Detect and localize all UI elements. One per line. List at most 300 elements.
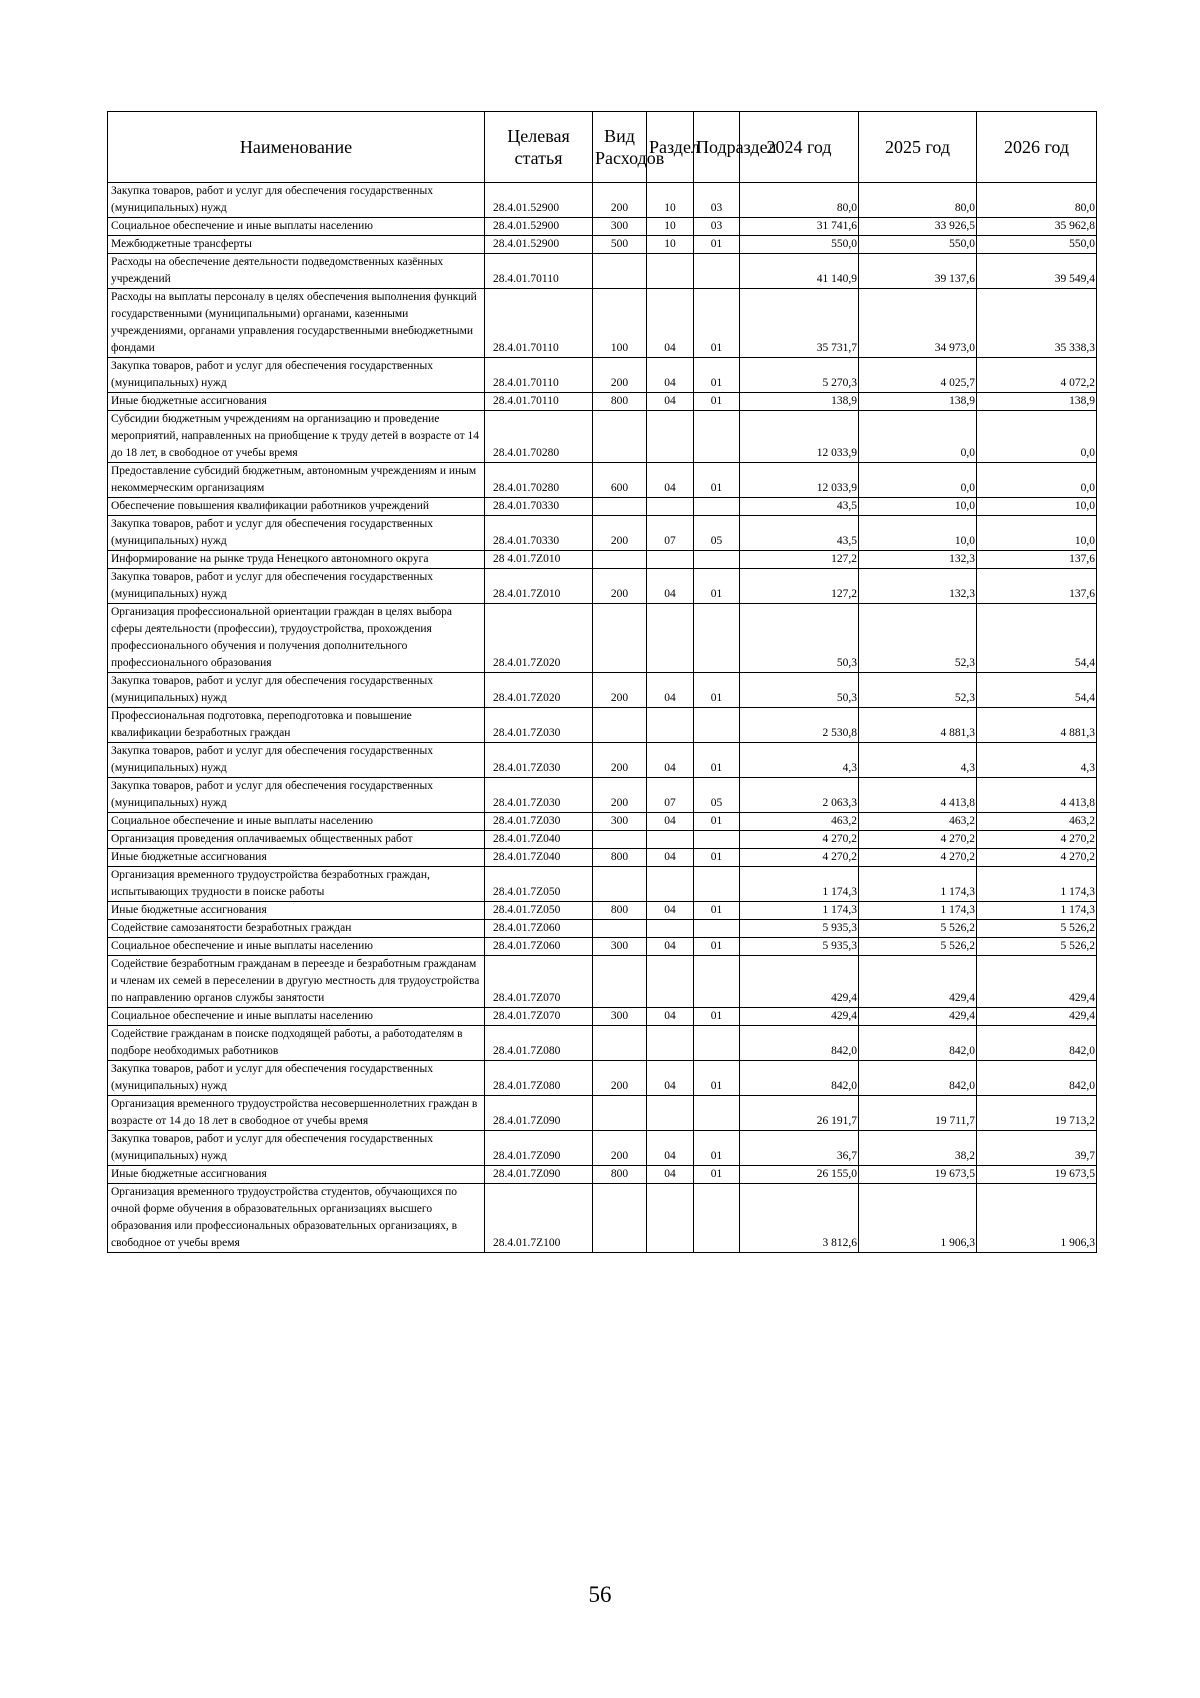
page-number: 56 [588,1582,612,1607]
cell-2024: 1 174,3 [740,867,859,902]
cell-name: Расходы на обеспечение деятельности подведомственных казённых учреждений [108,254,485,289]
cell-section: 04 [647,569,694,604]
cell-target: 28.4.01.70330 [485,498,593,516]
table-row [108,1008,1097,1026]
cell-name: Информирование на рынке труда Ненецкого автономного округа [108,551,485,569]
header-2025: 2025 год [859,112,977,183]
cell-2026: 4 270,2 [977,831,1097,849]
cell-2026: 39,7 [977,1131,1097,1166]
cell-section: 04 [647,1131,694,1166]
cell-name: Организация проведения оплачиваемых общественных работ [108,831,485,849]
cell-2024: 5 270,3 [740,358,859,393]
cell-subsection [694,920,740,938]
cell-kind [593,708,647,743]
cell-name: Содействие гражданам в поиске подходящей работы, а работодателям в подборе необходимых работников [108,1026,485,1061]
cell-kind [593,1184,647,1253]
cell-2024: 2 063,3 [740,778,859,813]
cell-name: Закупка товаров, работ и услуг для обеспечения государственных (муниципальных) нужд [108,183,485,218]
table-row [108,254,1097,289]
cell-name: Социальное обеспечение и иные выплаты населению [108,218,485,236]
cell-section [647,867,694,902]
cell-kind: 800 [593,849,647,867]
cell-2026: 137,6 [977,551,1097,569]
cell-section: 04 [647,938,694,956]
cell-target: 28.4.01.7Z100 [485,1184,593,1253]
cell-name: Закупка товаров, работ и услуг для обеспечения государственных (муниципальных) нужд [108,673,485,708]
cell-2024: 12 033,9 [740,411,859,463]
cell-2025: 5 526,2 [859,938,977,956]
cell-subsection: 01 [694,1166,740,1184]
table-row [108,289,1097,358]
cell-2026: 4 413,8 [977,778,1097,813]
cell-kind: 500 [593,236,647,254]
cell-subsection [694,867,740,902]
table-row [108,708,1097,743]
cell-2025: 38,2 [859,1131,977,1166]
cell-subsection [694,1096,740,1131]
cell-2026: 1 174,3 [977,902,1097,920]
cell-section [647,831,694,849]
cell-name: Субсидии бюджетным учреждениям на организацию и проведение мероприятий, направленных на приобщение к труду детей в возрасте от 14 до 18 лет, в свободное от учебы время [108,411,485,463]
cell-subsection [694,1184,740,1253]
cell-2025: 0,0 [859,411,977,463]
cell-2024: 41 140,9 [740,254,859,289]
cell-kind: 800 [593,902,647,920]
cell-section: 07 [647,516,694,551]
cell-subsection: 01 [694,673,740,708]
cell-2026: 35 962,8 [977,218,1097,236]
cell-section: 04 [647,849,694,867]
cell-target: 28.4.01.7Z070 [485,956,593,1008]
table-row [108,813,1097,831]
table-row [108,358,1097,393]
cell-2024: 26 191,7 [740,1096,859,1131]
cell-kind [593,604,647,673]
cell-name: Закупка товаров, работ и услуг для обеспечения государственных (муниципальных) нужд [108,569,485,604]
cell-2024: 50,3 [740,673,859,708]
cell-target: 28.4.01.7Z050 [485,867,593,902]
table-row [108,604,1097,673]
cell-kind [593,254,647,289]
cell-section: 04 [647,1061,694,1096]
cell-subsection [694,1026,740,1061]
table-row [108,743,1097,778]
cell-subsection: 01 [694,358,740,393]
table-row [108,516,1097,551]
cell-section [647,956,694,1008]
cell-subsection: 01 [694,393,740,411]
cell-2025: 1 906,3 [859,1184,977,1253]
cell-subsection [694,604,740,673]
cell-2024: 4,3 [740,743,859,778]
cell-2026: 35 338,3 [977,289,1097,358]
table-row [108,218,1097,236]
cell-kind [593,920,647,938]
cell-subsection [694,498,740,516]
cell-2026: 39 549,4 [977,254,1097,289]
cell-target: 28.4.01.70110 [485,289,593,358]
cell-2024: 5 935,3 [740,938,859,956]
cell-2025: 4 270,2 [859,831,977,849]
table-row [108,183,1097,218]
cell-2024: 36,7 [740,1131,859,1166]
cell-2026: 4 270,2 [977,849,1097,867]
cell-kind: 300 [593,1008,647,1026]
cell-name: Предоставление субсидий бюджетным, автономным учреждениям и иным некоммерческим организациям [108,463,485,498]
cell-2024: 463,2 [740,813,859,831]
cell-2025: 4 025,7 [859,358,977,393]
cell-2025: 842,0 [859,1026,977,1061]
table-row [108,902,1097,920]
cell-section: 04 [647,393,694,411]
table-row [108,1096,1097,1131]
cell-subsection [694,831,740,849]
cell-2025: 4,3 [859,743,977,778]
table-row [108,393,1097,411]
cell-2026: 138,9 [977,393,1097,411]
table-row [108,1131,1097,1166]
cell-2024: 429,4 [740,956,859,1008]
cell-kind: 200 [593,743,647,778]
cell-target: 28.4.01.70280 [485,411,593,463]
cell-2026: 4 072,2 [977,358,1097,393]
cell-2026: 463,2 [977,813,1097,831]
cell-2025: 1 174,3 [859,867,977,902]
cell-subsection: 01 [694,1008,740,1026]
cell-section [647,498,694,516]
cell-2026: 19 713,2 [977,1096,1097,1131]
cell-name: Организация временного трудоустройства несовершеннолетних граждан в возрасте от 14 до 18 лет в свободное от учебы время [108,1096,485,1131]
cell-2024: 3 812,6 [740,1184,859,1253]
cell-2026: 4,3 [977,743,1097,778]
cell-2025: 19 711,7 [859,1096,977,1131]
cell-subsection: 01 [694,236,740,254]
cell-subsection: 01 [694,569,740,604]
cell-2025: 33 926,5 [859,218,977,236]
cell-kind: 200 [593,569,647,604]
cell-2025: 0,0 [859,463,977,498]
cell-kind: 200 [593,516,647,551]
table-row [108,236,1097,254]
cell-section [647,708,694,743]
cell-section: 04 [647,743,694,778]
cell-2025: 80,0 [859,183,977,218]
cell-subsection: 05 [694,516,740,551]
cell-section: 04 [647,358,694,393]
cell-2024: 842,0 [740,1061,859,1096]
cell-target: 28.4.01.52900 [485,183,593,218]
cell-2024: 12 033,9 [740,463,859,498]
cell-name: Социальное обеспечение и иные выплаты населению [108,1008,485,1026]
cell-2026: 1 906,3 [977,1184,1097,1253]
table-row [108,778,1097,813]
cell-2025: 842,0 [859,1061,977,1096]
cell-2024: 35 731,7 [740,289,859,358]
cell-target: 28.4.01.70110 [485,254,593,289]
cell-subsection [694,956,740,1008]
cell-name: Обеспечение повышения квалификации работников учреждений [108,498,485,516]
cell-subsection: 01 [694,463,740,498]
cell-name: Расходы на выплаты персоналу в целях обеспечения выполнения функций государственными (муниципальными) органами, казенными учреждениями, органами управления государственными внебюджетными фондами [108,289,485,358]
cell-section [647,1184,694,1253]
cell-2025: 5 526,2 [859,920,977,938]
cell-target: 28.4.01.7Z030 [485,708,593,743]
cell-2024: 26 155,0 [740,1166,859,1184]
cell-2025: 19 673,5 [859,1166,977,1184]
cell-target: 28.4.01.70330 [485,516,593,551]
cell-section: 04 [647,1008,694,1026]
cell-name: Организация временного трудоустройства безработных граждан, испытывающих трудности в поиске работы [108,867,485,902]
cell-2026: 4 881,3 [977,708,1097,743]
cell-2026: 54,4 [977,673,1097,708]
cell-2025: 34 973,0 [859,289,977,358]
cell-kind [593,831,647,849]
table-row [108,1061,1097,1096]
cell-section: 04 [647,813,694,831]
cell-2026: 5 526,2 [977,920,1097,938]
cell-2026: 0,0 [977,463,1097,498]
cell-subsection: 01 [694,1131,740,1166]
cell-2026: 429,4 [977,1008,1097,1026]
cell-target: 28.4.01.7Z080 [485,1061,593,1096]
cell-section: 04 [647,289,694,358]
cell-kind: 300 [593,218,647,236]
table-row [108,411,1097,463]
cell-target: 28.4.01.7Z060 [485,920,593,938]
cell-target: 28.4.01.70110 [485,358,593,393]
cell-2025: 10,0 [859,498,977,516]
table-row [108,920,1097,938]
cell-target: 28.4.01.7Z070 [485,1008,593,1026]
cell-subsection: 03 [694,183,740,218]
cell-name: Организация профессиональной ориентации граждан в целях выбора сферы деятельности (профессии), трудоустройства, прохождения профессионального обучения и получения дополнительного профессионального образования [108,604,485,673]
cell-section: 10 [647,183,694,218]
table-row [108,1184,1097,1253]
cell-target: 28.4.01.7Z050 [485,902,593,920]
table-row [108,551,1097,569]
cell-2025: 138,9 [859,393,977,411]
budget-table [107,111,1097,1253]
cell-target: 28.4.01.7Z020 [485,604,593,673]
cell-kind [593,411,647,463]
cell-target: 28.4.01.7Z040 [485,849,593,867]
cell-target: 28.4.01.7Z010 [485,569,593,604]
cell-2026: 54,4 [977,604,1097,673]
cell-target: 28.4.01.70280 [485,463,593,498]
header-row [108,112,1097,183]
cell-2024: 1 174,3 [740,902,859,920]
cell-subsection [694,708,740,743]
cell-2026: 5 526,2 [977,938,1097,956]
table-row [108,831,1097,849]
cell-2025: 4 413,8 [859,778,977,813]
cell-2024: 31 741,6 [740,218,859,236]
cell-name: Содействие самозанятости безработных граждан [108,920,485,938]
cell-name: Иные бюджетные ассигнования [108,902,485,920]
cell-kind: 800 [593,393,647,411]
cell-section [647,920,694,938]
cell-subsection: 01 [694,902,740,920]
cell-subsection: 01 [694,289,740,358]
cell-2026: 80,0 [977,183,1097,218]
cell-kind: 200 [593,183,647,218]
cell-2026: 429,4 [977,956,1097,1008]
cell-section: 04 [647,1166,694,1184]
table-row [108,673,1097,708]
cell-kind: 300 [593,938,647,956]
cell-name: Содействие безработным гражданам в переезде и безработным гражданам и членам их семей в переселении в другую местность для трудоустройства по направлению органов службы занятости [108,956,485,1008]
cell-section: 04 [647,902,694,920]
cell-kind [593,1096,647,1131]
cell-2025: 429,4 [859,1008,977,1026]
table-row [108,938,1097,956]
cell-kind: 300 [593,813,647,831]
table-row [108,569,1097,604]
cell-name: Иные бюджетные ассигнования [108,1166,485,1184]
cell-2026: 0,0 [977,411,1097,463]
cell-kind: 600 [593,463,647,498]
cell-kind: 200 [593,1061,647,1096]
cell-name: Социальное обеспечение и иные выплаты населению [108,938,485,956]
cell-section [647,604,694,673]
cell-2025: 52,3 [859,673,977,708]
cell-kind [593,956,647,1008]
cell-2025: 10,0 [859,516,977,551]
cell-section [647,411,694,463]
cell-subsection: 03 [694,218,740,236]
cell-2024: 4 270,2 [740,831,859,849]
cell-2025: 463,2 [859,813,977,831]
cell-target: 28.4.01.7Z040 [485,831,593,849]
cell-kind [593,867,647,902]
cell-2026: 137,6 [977,569,1097,604]
table-row [108,867,1097,902]
cell-2024: 2 530,8 [740,708,859,743]
cell-2024: 127,2 [740,569,859,604]
header-subsection: Подраздел [694,112,740,183]
cell-target: 28.4.01.7Z030 [485,778,593,813]
cell-2024: 429,4 [740,1008,859,1026]
cell-2025: 132,3 [859,551,977,569]
cell-name: Закупка товаров, работ и услуг для обеспечения государственных (муниципальных) нужд [108,1131,485,1166]
cell-target: 28.4.01.70110 [485,393,593,411]
header-2024: 2024 год [740,112,859,183]
cell-target: 28.4.01.7Z080 [485,1026,593,1061]
cell-2025: 52,3 [859,604,977,673]
cell-2024: 842,0 [740,1026,859,1061]
header-target: Целевая статья [485,112,593,183]
cell-subsection: 01 [694,1061,740,1096]
table-body [108,183,1097,1253]
cell-section: 10 [647,236,694,254]
cell-2026: 842,0 [977,1026,1097,1061]
cell-target: 28 4.01.7Z010 [485,551,593,569]
cell-name: Иные бюджетные ассигнования [108,393,485,411]
cell-kind: 200 [593,778,647,813]
cell-section [647,1026,694,1061]
cell-name: Организация временного трудоустройства студентов, обучающихся по очной форме обучения в образовательных организациях высшего образования или профессиональных образовательных организациях, в свободное от учебы время [108,1184,485,1253]
cell-section [647,1096,694,1131]
cell-section: 04 [647,463,694,498]
cell-2025: 1 174,3 [859,902,977,920]
header-2026: 2026 год [977,112,1097,183]
cell-2024: 50,3 [740,604,859,673]
table-row [108,849,1097,867]
cell-kind [593,551,647,569]
cell-kind: 100 [593,289,647,358]
cell-2026: 842,0 [977,1061,1097,1096]
cell-subsection [694,254,740,289]
cell-name: Закупка товаров, работ и услуг для обеспечения государственных (муниципальных) нужд [108,743,485,778]
cell-kind [593,498,647,516]
cell-2026: 550,0 [977,236,1097,254]
cell-name: Закупка товаров, работ и услуг для обеспечения государственных (муниципальных) нужд [108,1061,485,1096]
cell-kind: 200 [593,1131,647,1166]
cell-2025: 4 881,3 [859,708,977,743]
cell-2024: 138,9 [740,393,859,411]
cell-2024: 127,2 [740,551,859,569]
cell-target: 28.4.01.7Z020 [485,673,593,708]
table-row [108,956,1097,1008]
cell-2025: 429,4 [859,956,977,1008]
cell-2026: 19 673,5 [977,1166,1097,1184]
cell-kind: 200 [593,358,647,393]
table-row [108,463,1097,498]
cell-2024: 5 935,3 [740,920,859,938]
cell-subsection: 01 [694,938,740,956]
cell-name: Межбюджетные трансферты [108,236,485,254]
cell-2024: 80,0 [740,183,859,218]
cell-section [647,551,694,569]
cell-section: 10 [647,218,694,236]
cell-2025: 550,0 [859,236,977,254]
cell-target: 28.4.01.7Z090 [485,1096,593,1131]
cell-kind: 800 [593,1166,647,1184]
cell-section: 04 [647,673,694,708]
cell-target: 28.4.01.7Z030 [485,743,593,778]
cell-2025: 39 137,6 [859,254,977,289]
cell-subsection [694,551,740,569]
table-row [108,1026,1097,1061]
cell-target: 28.4.01.52900 [485,236,593,254]
cell-subsection: 01 [694,743,740,778]
cell-2024: 43,5 [740,516,859,551]
cell-2026: 10,0 [977,498,1097,516]
table-row [108,498,1097,516]
header-kind: Вид Расходов [593,112,647,183]
cell-subsection: 05 [694,778,740,813]
cell-name: Закупка товаров, работ и услуг для обеспечения государственных (муниципальных) нужд [108,358,485,393]
cell-subsection: 01 [694,813,740,831]
cell-2024: 43,5 [740,498,859,516]
cell-name: Закупка товаров, работ и услуг для обеспечения государственных (муниципальных) нужд [108,516,485,551]
cell-kind [593,1026,647,1061]
cell-2024: 4 270,2 [740,849,859,867]
cell-target: 28.4.01.7Z090 [485,1131,593,1166]
cell-target: 28.4.01.7Z030 [485,813,593,831]
cell-2026: 1 174,3 [977,867,1097,902]
cell-name: Социальное обеспечение и иные выплаты населению [108,813,485,831]
cell-name: Профессиональная подготовка, переподготовка и повышение квалификации безработных граждан [108,708,485,743]
cell-name: Закупка товаров, работ и услуг для обеспечения государственных (муниципальных) нужд [108,778,485,813]
cell-target: 28.4.01.52900 [485,218,593,236]
cell-section: 07 [647,778,694,813]
cell-section [647,254,694,289]
cell-2025: 4 270,2 [859,849,977,867]
cell-2025: 132,3 [859,569,977,604]
cell-name: Иные бюджетные ассигнования [108,849,485,867]
cell-2026: 10,0 [977,516,1097,551]
